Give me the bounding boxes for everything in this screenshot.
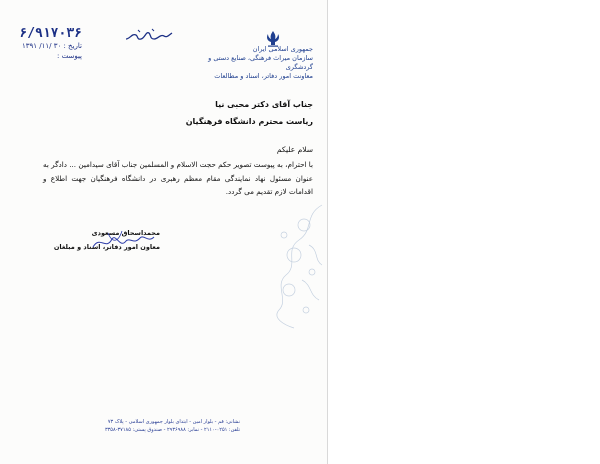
org-line-2: سازمان میراث فرهنگی، صنایع دستی و گردشگری bbox=[208, 54, 313, 71]
recipient-title: ریاست محترم دانشگاه فرهنگیان bbox=[185, 117, 313, 126]
decorative-ornament-icon bbox=[264, 200, 324, 330]
bismillah-calligraphy-icon bbox=[124, 27, 174, 45]
reference-number: ۶/۹۱۷۰۳۶ bbox=[19, 26, 82, 41]
reference-attachment: پیوست : bbox=[57, 52, 82, 60]
organization-header bbox=[203, 45, 313, 81]
reference-block bbox=[4, 26, 82, 61]
org-line-3: معاونت امور دفاتر، اسناد و مطالعات bbox=[214, 72, 313, 80]
org-line-1: جمهوری اسلامی ایران bbox=[252, 45, 313, 53]
letter-body: با احترام، به پیوست تصویر حکم حجت الاسلام و المسلمین جناب آقای سیدامین ... دادگر به عنوان مسئول نهاد نمایندگی مقام معظم رهبری در دانشگاه فرهنگیان جهت اطلاع و اقدامات لازم تقدیم می گردد. bbox=[43, 160, 313, 196]
greeting: سلام علیکم bbox=[276, 145, 313, 154]
footer-address: نشانی: قم - بلوار امین - ابتدای بلوار جمهوری اسلامی - پلاک ۷۳ bbox=[107, 419, 240, 425]
footer-phones: تلفن: ۰۲۵۱-۲۱۱۰ - نمابر: ۲۹۳۶۹۸۸ - صندوق پستی: ۳۷۱۸۵-۳۳۵۸ bbox=[104, 427, 240, 433]
letterhead-footer bbox=[100, 418, 240, 434]
signer-name: محمداسحاق مسعودی bbox=[91, 229, 160, 237]
signer-title: معاون امور دفاتر، اسناد و مبلغان bbox=[53, 243, 160, 251]
blank-area bbox=[328, 0, 600, 464]
reference-date: تاریخ : ۳۰ /۱۱/ ۱۳۹۱ bbox=[21, 42, 82, 50]
recipient-name: جناب آقای دکتر محبی نیا bbox=[215, 100, 313, 109]
handwritten-signature bbox=[88, 229, 158, 255]
